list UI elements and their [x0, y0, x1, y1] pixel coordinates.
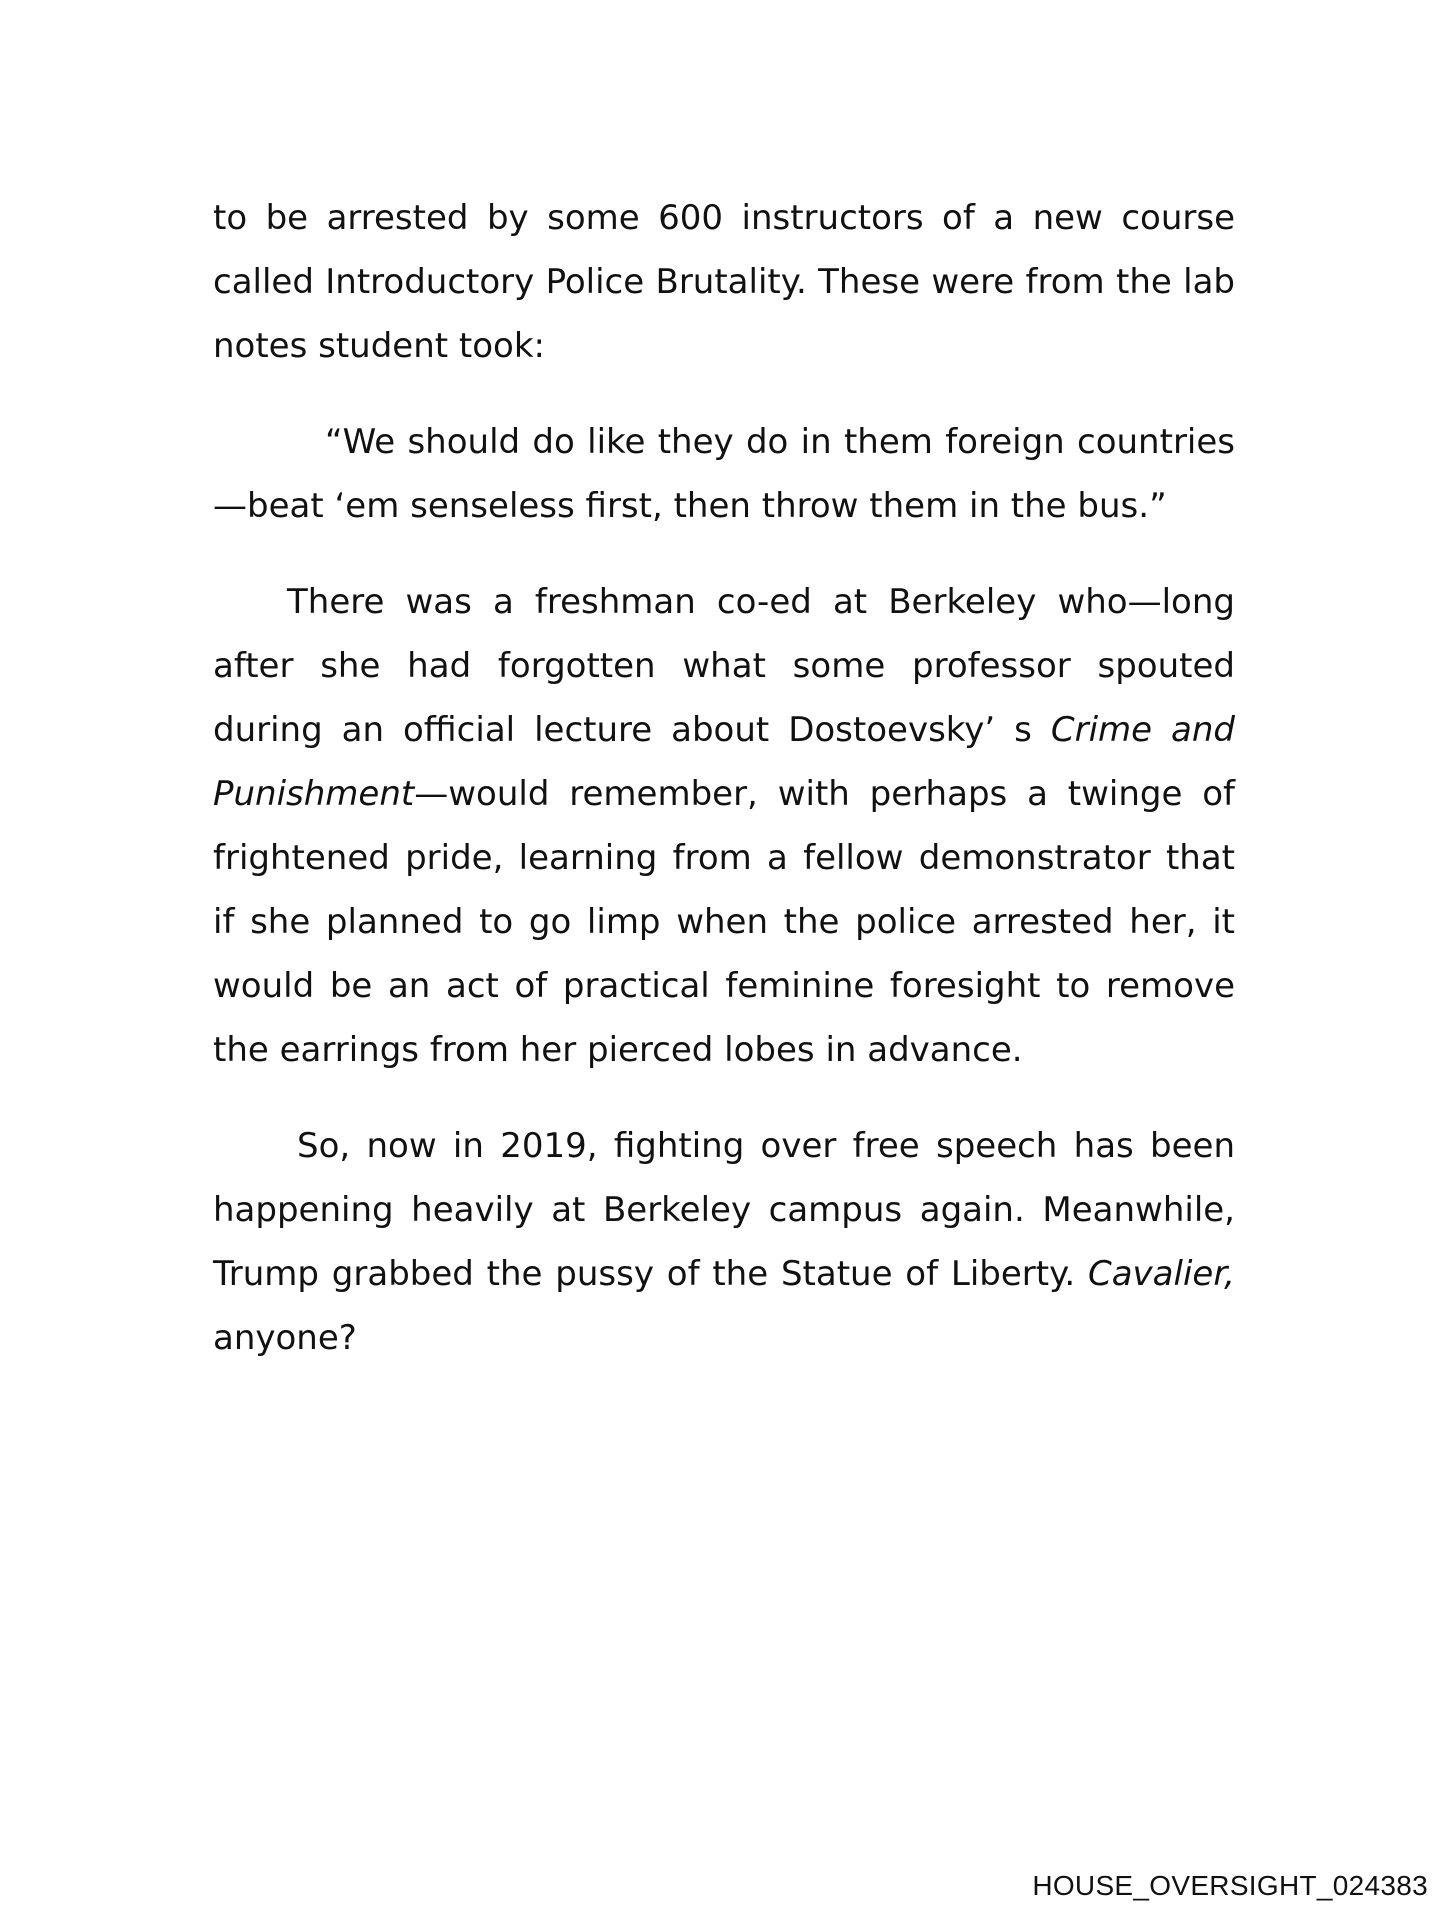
- document-id-footer: HOUSE_OVERSIGHT_024383: [1032, 1870, 1428, 1901]
- paragraph-arrest-intro: to be arrested by some 600 instructors of a new course called Introductory Police Brutality. These were from the lab notes student took:: [213, 198, 1235, 366]
- paragraph-police-quote: “We should do like they do in them foreign countries—beat ‘em senseless first, then throw them in the bus.”: [213, 422, 1235, 526]
- paragraph-text-segment: So, now in 2019, fighting over free speech has been happening heavily at Berkeley campus again. Meanwhile, Trump grabbed the pussy of the Statue of Liberty.: [213, 1126, 1235, 1294]
- paragraph-text-segment: —would remember, with perhaps a twinge of frightened pride, learning from a fellow demonstrator that if she planned to go limp when the police arrested her, it would be an act of practical feminine foresight to remove the earrings from her pierced lobes in advance.: [213, 774, 1235, 1070]
- book-title-italic: Crime and Punishment: [213, 710, 1235, 814]
- paragraph-text-segment: There was a freshman co-ed at Berkeley who—long after she had forgotten what some professor spouted during an official lecture about Dostoevsky’ s: [213, 582, 1235, 750]
- paragraph-freshman-coed: [213, 570, 1235, 1082]
- paragraph-2019-free-speech: [213, 1114, 1235, 1370]
- body-text: [213, 186, 1235, 1370]
- paragraph-text-segment: anyone?: [213, 1318, 357, 1358]
- emphasis-italic: Cavalier,: [1087, 1254, 1235, 1294]
